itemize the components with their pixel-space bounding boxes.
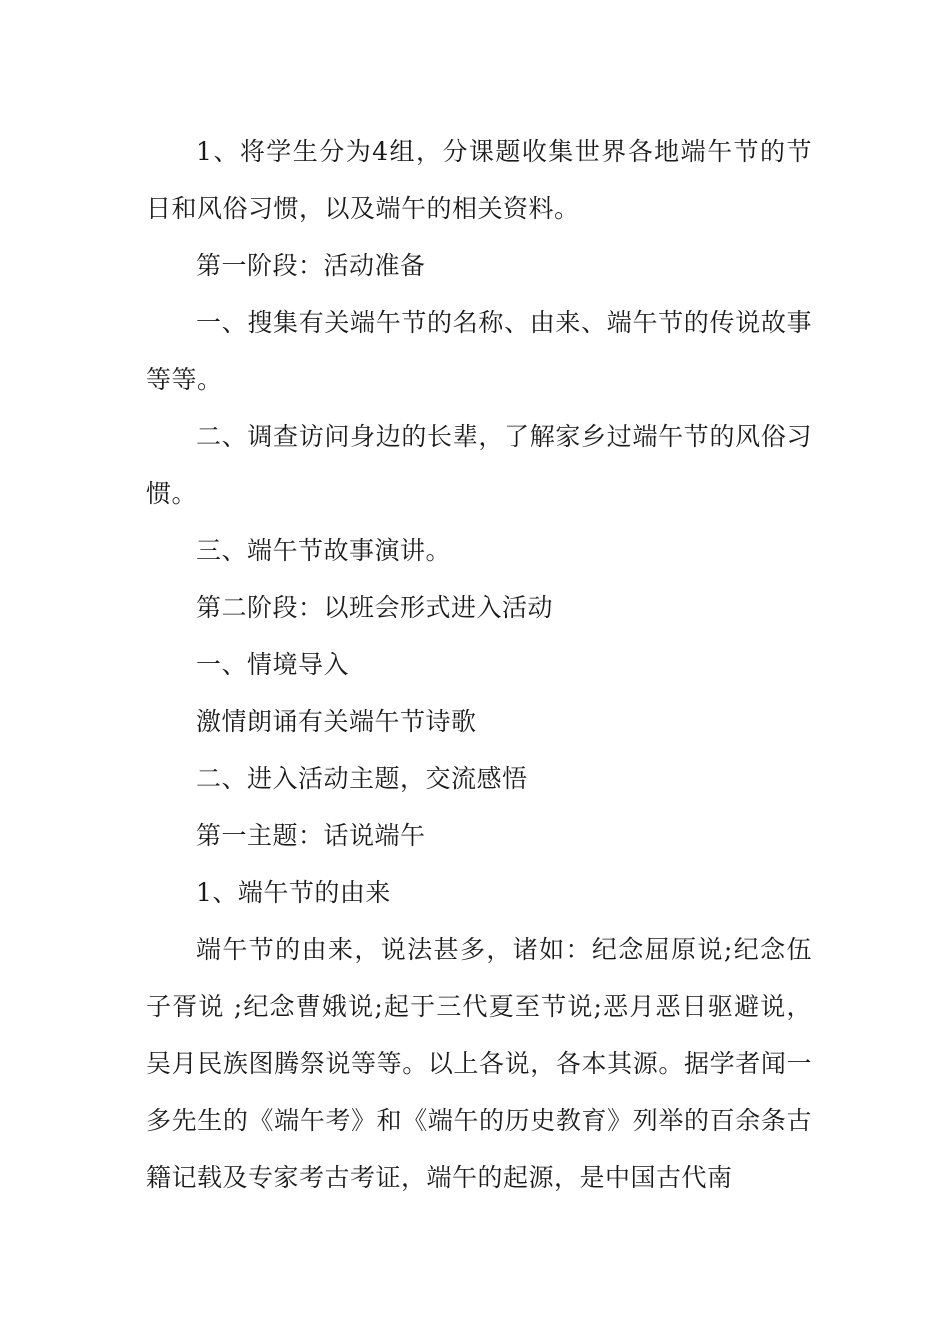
document-body (146, 123, 812, 1206)
paragraph-intro-grouping: 1、将学生分为4组，分课题收集世界各地端午节的节日和风俗习惯，以及端午的相关资料。 (146, 137, 812, 223)
paragraph-stage-two-item-1: 一、情境导入 (196, 650, 350, 679)
paragraph-stage-two-item-2: 二、进入活动主题，交流感悟 (196, 764, 528, 793)
paragraph-stage-one-item-1: 一、搜集有关端午节的名称、由来、端午节的传说故事等等。 (146, 308, 812, 394)
paragraph-stage-one-item-2: 二、调查访问身边的长辈，了解家乡过端午节的风俗习惯。 (146, 422, 812, 508)
paragraph-origin-body: 端午节的由来，说法甚多，诸如：纪念屈原说;纪念伍子胥说 ;纪念曹娥说;起于三代夏至节说;恶月恶日驱避说，吴月民族图腾祭说等等。以上各说，各本其源。据学者闻一多先生的《端午考》和《端午的历史教育》列举的百余条古籍记载及专家考古考证，端午的起源，是中国古代南 (146, 935, 812, 1192)
paragraph-theme-one-heading: 第一主题：话说端午 (196, 821, 426, 850)
paragraph-poetry-recital: 激情朗诵有关端午节诗歌 (196, 707, 477, 736)
paragraph-origin-heading: 1、端午节的由来 (196, 878, 391, 907)
paragraph-stage-one-item-3: 三、端午节故事演讲。 (196, 536, 452, 565)
paragraph-stage-two-heading: 第二阶段：以班会形式进入活动 (196, 593, 554, 622)
paragraph-stage-one-heading: 第一阶段：活动准备 (196, 251, 426, 280)
